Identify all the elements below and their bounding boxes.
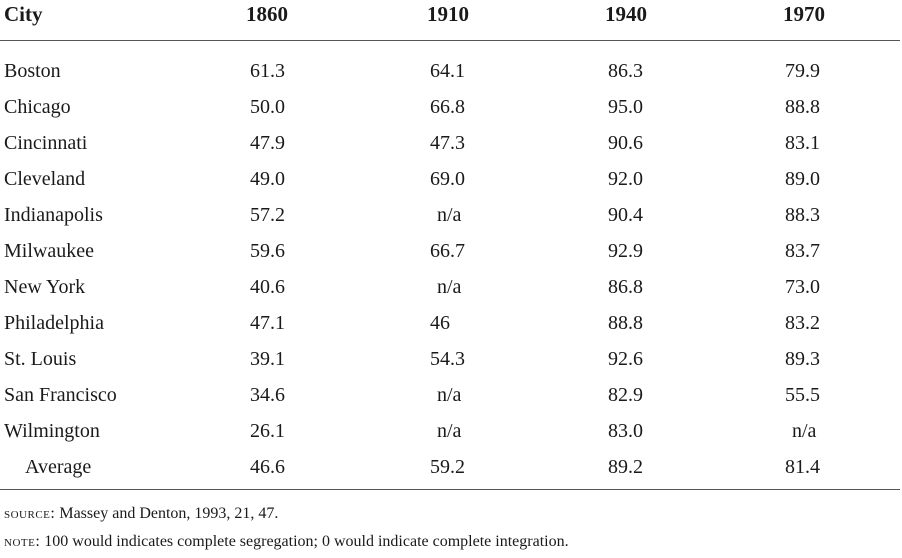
city-cell: Chicago — [4, 96, 71, 118]
average-row — [0, 450, 902, 486]
table-row — [0, 306, 902, 342]
value-1970-cell: 55.5 — [785, 384, 820, 406]
value-1910-cell: 66.8 — [430, 96, 465, 118]
table-body — [0, 54, 902, 486]
source-text: Massey and Denton, 1993, 21, 47. — [59, 505, 279, 522]
table-row — [0, 414, 902, 450]
value-1910-cell: 66.7 — [430, 240, 465, 262]
table-row — [0, 162, 902, 198]
value-1970-cell: 88.8 — [785, 96, 820, 118]
value-1970-cell: 79.9 — [785, 60, 820, 82]
value-1860-cell: 50.0 — [250, 96, 285, 118]
city-cell: San Francisco — [4, 384, 117, 406]
city-cell: New York — [4, 276, 86, 298]
value-1940-cell: 92.6 — [608, 348, 643, 370]
table-row — [0, 342, 902, 378]
value-1910-cell: n/a — [437, 420, 462, 442]
value-1910-cell: 69.0 — [430, 168, 465, 190]
table-notes — [4, 500, 569, 556]
average-1910-cell: 59.2 — [430, 456, 465, 478]
average-label: Average — [25, 456, 92, 478]
average-1860-cell: 46.6 — [250, 456, 285, 478]
value-1970-cell: 83.1 — [785, 132, 820, 154]
city-cell: Boston — [4, 60, 61, 82]
value-1940-cell: 90.6 — [608, 132, 643, 154]
value-1940-cell: 95.0 — [608, 96, 643, 118]
value-1940-cell: 92.9 — [608, 240, 643, 262]
value-1940-cell: 88.8 — [608, 312, 643, 334]
value-1860-cell: 61.3 — [250, 60, 285, 82]
value-1910-cell: n/a — [437, 276, 462, 298]
note-line — [4, 528, 569, 556]
average-1940-cell: 89.2 — [608, 456, 643, 478]
header-city: City — [4, 2, 43, 26]
note-text: 100 would indicates complete segregation; 0 would indicate complete integration. — [44, 533, 569, 550]
value-1860-cell: 49.0 — [250, 168, 285, 190]
source-label: source: — [4, 505, 56, 522]
value-1860-cell: 47.9 — [250, 132, 285, 154]
city-cell: Cleveland — [4, 168, 86, 190]
value-1860-cell: 59.6 — [250, 240, 285, 262]
value-1860-cell: 34.6 — [250, 384, 285, 406]
value-1860-cell: 47.1 — [250, 312, 285, 334]
value-1970-cell: 83.7 — [785, 240, 820, 262]
value-1910-cell: 54.3 — [430, 348, 465, 370]
city-cell: Wilmington — [4, 420, 100, 442]
table-bottom-divider — [0, 489, 900, 490]
table-row — [0, 126, 902, 162]
city-cell: Cincinnati — [4, 132, 88, 154]
table-header-row — [0, 0, 902, 40]
note-label: note: — [4, 533, 41, 550]
table-row — [0, 378, 902, 414]
value-1970-cell: 89.3 — [785, 348, 820, 370]
table-row — [0, 198, 902, 234]
value-1940-cell: 83.0 — [608, 420, 643, 442]
value-1910-cell: n/a — [437, 204, 462, 226]
header-1860: 1860 — [246, 2, 288, 26]
value-1970-cell: n/a — [792, 420, 817, 442]
header-divider — [0, 40, 900, 41]
value-1910-cell: n/a — [437, 384, 462, 406]
value-1860-cell: 26.1 — [250, 420, 285, 442]
value-1940-cell: 92.0 — [608, 168, 643, 190]
table-row — [0, 234, 902, 270]
value-1970-cell: 73.0 — [785, 276, 820, 298]
city-cell: Philadelphia — [4, 312, 104, 334]
value-1940-cell: 90.4 — [608, 204, 643, 226]
value-1910-cell: 64.1 — [430, 60, 465, 82]
value-1940-cell: 82.9 — [608, 384, 643, 406]
city-cell: Indianapolis — [4, 204, 103, 226]
value-1860-cell: 57.2 — [250, 204, 285, 226]
table-row — [0, 90, 902, 126]
header-1940: 1940 — [605, 2, 647, 26]
value-1940-cell: 86.8 — [608, 276, 643, 298]
average-1970-cell: 81.4 — [785, 456, 820, 478]
table-row — [0, 54, 902, 90]
value-1860-cell: 40.6 — [250, 276, 285, 298]
value-1970-cell: 89.0 — [785, 168, 820, 190]
table-row — [0, 270, 902, 306]
value-1940-cell: 86.3 — [608, 60, 643, 82]
city-cell: Milwaukee — [4, 240, 94, 262]
header-1910: 1910 — [427, 2, 469, 26]
source-line — [4, 500, 569, 528]
value-1910-cell: 46 — [430, 312, 450, 334]
header-1970: 1970 — [783, 2, 825, 26]
value-1860-cell: 39.1 — [250, 348, 285, 370]
value-1970-cell: 88.3 — [785, 204, 820, 226]
city-cell: St. Louis — [4, 348, 77, 370]
value-1970-cell: 83.2 — [785, 312, 820, 334]
value-1910-cell: 47.3 — [430, 132, 465, 154]
